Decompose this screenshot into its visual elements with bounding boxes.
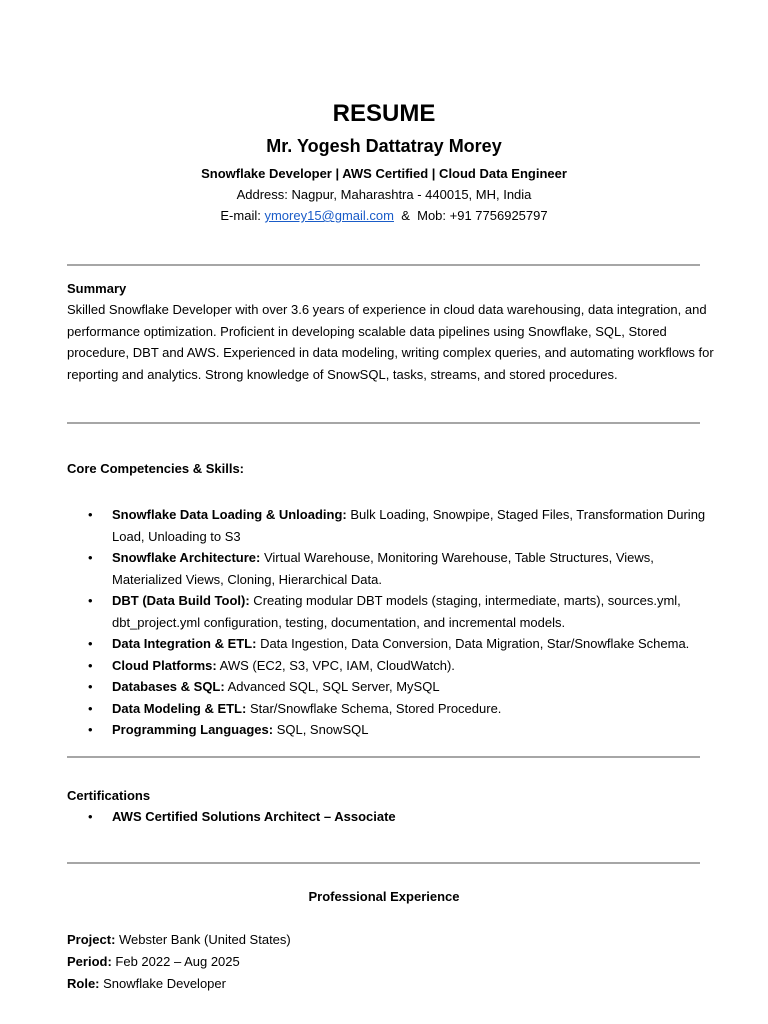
resume-title: RESUME (332, 100, 436, 127)
period-label: Period: (67, 954, 112, 969)
bullet-icon: • (88, 809, 93, 824)
skill-text: Star/Snowflake Schema, Stored Procedure. (246, 700, 502, 716)
summary-heading: Summary (67, 281, 127, 296)
skill-text: Advanced SQL, SQL Server, MySQL (224, 679, 440, 694)
skill-item (67, 547, 727, 590)
skill-item (67, 633, 727, 655)
skill-label: Cloud Platforms: (112, 657, 217, 673)
period-line (67, 954, 240, 969)
skill-text: Data Ingestion, Data Conversion, Data Migration, Star/Snowflake Schema. (256, 636, 690, 651)
period-value: Feb 2022 – Aug 2025 (111, 954, 240, 969)
role-value: Snowflake Developer (99, 976, 226, 991)
skill-item (67, 676, 727, 698)
bullet-icon: • (88, 657, 93, 673)
divider (67, 264, 700, 266)
bullet-icon: • (88, 700, 93, 716)
divider (67, 862, 700, 864)
experience-heading: Professional Experience (308, 889, 460, 904)
skill-text: Bulk Loading, Snowpipe, Staged Files, Transformation During Load, Unloading to S3 (112, 507, 706, 544)
divider (67, 422, 700, 424)
bullet-icon: • (88, 507, 93, 522)
skill-text: AWS (EC2, S3, VPC, IAM, CloudWatch). (216, 657, 455, 673)
divider (67, 756, 700, 758)
bullet-icon: • (88, 550, 93, 565)
skill-item (67, 719, 727, 741)
project-value: Webster Bank (United States) (115, 932, 291, 947)
role-label: Role: (67, 976, 100, 991)
role-line (67, 976, 226, 991)
bullet-icon: • (88, 593, 93, 608)
skill-item (67, 504, 727, 547)
skill-text: SQL, SnowSQL (273, 722, 369, 737)
certifications-list (67, 806, 727, 828)
email-label: E-mail: (220, 208, 261, 223)
project-line (67, 932, 291, 947)
skill-text: Virtual Warehouse, Monitoring Warehouse, Table Structures, Views, Materialized Views, Cloning, Hierarchical Data. (112, 550, 654, 587)
certification-label: AWS Certified Solutions Architect – Associate (112, 809, 396, 824)
skill-item (67, 698, 727, 720)
summary-text: Skilled Snowflake Developer with over 3.6 years of experience in cloud data warehousing, data integration, and performance optimization. Proficient in developing scalable data pipelines using Snowflake, SQL, Stored procedure, DBT and AWS. Experienced in data modeling, writing complex queries, and automating workflows for reporting and analytics. Strong knowledge of SnowSQL, tasks, streams, and stored procedures. (67, 302, 714, 382)
email-link[interactable]: ymorey15@gmail.com (264, 208, 394, 223)
project-label: Project: (67, 932, 116, 947)
contact-separator: & (401, 208, 410, 223)
skill-label: Programming Languages: (112, 722, 274, 737)
skill-item (67, 590, 727, 633)
skill-item (67, 655, 727, 677)
bullet-icon: • (88, 679, 93, 694)
mobile-number: Mob: +91 7756925797 (417, 208, 548, 223)
skill-label: DBT (Data Build Tool): (112, 593, 250, 608)
skills-heading: Core Competencies & Skills: (67, 461, 244, 476)
certification-item (67, 806, 727, 828)
skill-label: Snowflake Architecture: (112, 550, 261, 565)
skills-list (67, 504, 727, 741)
skill-text: Creating modular DBT models (staging, intermediate, marts), sources.yml, dbt_project.yml configuration, testing, documentation, and incremental models. (112, 593, 681, 630)
skill-label: Snowflake Data Loading & Unloading: (112, 507, 347, 522)
skill-label: Databases & SQL: (112, 679, 225, 694)
skill-label: Data Integration & ETL: (112, 636, 257, 651)
bullet-icon: • (88, 722, 93, 737)
contact-line (0, 208, 768, 223)
candidate-address: Address: Nagpur, Maharashtra - 440015, MH, India (236, 187, 532, 202)
candidate-name: Mr. Yogesh Dattatray Morey (266, 136, 502, 156)
bullet-icon: • (88, 636, 93, 651)
candidate-tagline: Snowflake Developer | AWS Certified | Cloud Data Engineer (201, 166, 567, 181)
skill-label: Data Modeling & ETL: (112, 700, 247, 716)
certifications-heading: Certifications (67, 788, 151, 803)
